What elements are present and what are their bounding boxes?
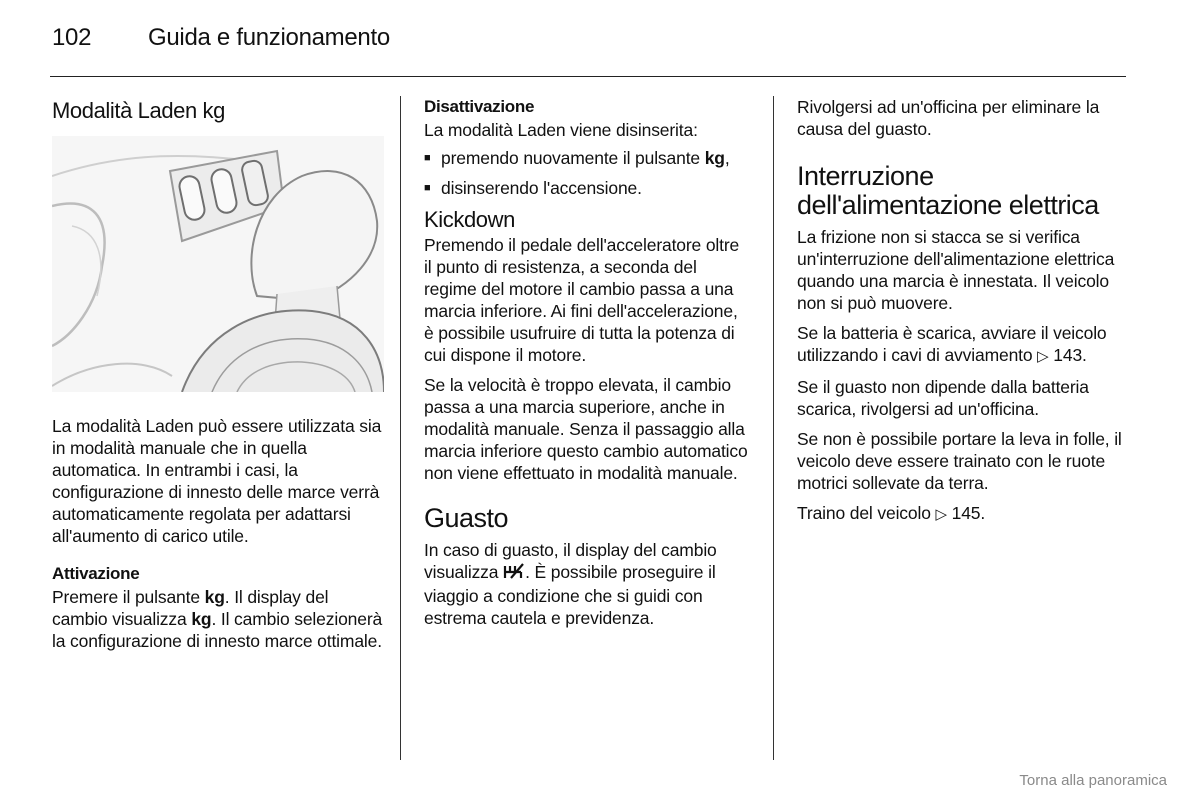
interruption-heading: Interruzione dell'alimentazione elettrica bbox=[797, 161, 1099, 220]
column-1 bbox=[52, 96, 384, 660]
gear-lever-illustration bbox=[52, 136, 384, 392]
list-item: ■ disinserendo l'accensione. bbox=[424, 177, 750, 199]
transmission-fault-icon bbox=[503, 562, 525, 585]
kickdown-heading: Kickdown bbox=[424, 207, 515, 232]
workshop-text: Rivolgersi ad un'officina per eliminare la causa del guasto. bbox=[797, 97, 1100, 139]
reference-link-145[interactable]: 145 bbox=[951, 503, 981, 523]
column-divider-2 bbox=[773, 96, 774, 760]
neutral-text: Se non è possibile portare la leva in folle, il veicolo deve essere trainato con le ruote motrici sollevate da terra. bbox=[797, 429, 1122, 493]
section-heading-laden: Modalità Laden kg bbox=[52, 98, 225, 123]
deactivation-heading: Disattivazione bbox=[424, 97, 535, 116]
reference-arrow-icon: ▷ bbox=[935, 506, 947, 523]
column-divider-1 bbox=[400, 96, 401, 760]
battery-text: Se la batteria è scarica, avviare il veicolo utilizzando i cavi di avviamento ▷ 143. bbox=[797, 323, 1107, 365]
laden-intro-text: La modalità Laden può essere utilizzata sia in modalità manuale che in quella automatica. In entrambi i casi, la configurazione di innesto delle marce verrà automaticamente regolata per adattarsi all'aumento di carico utile. bbox=[52, 416, 382, 546]
list-item: ■ premendo nuovamente il pulsante kg, bbox=[424, 147, 750, 169]
activation-text: Premere il pulsante kg. Il display del cambio visualizza kg. Il cambio selezionerà la configurazione di innesto marce ottimale. bbox=[52, 587, 383, 651]
kickdown-text-1: Premendo il pedale dell'acceleratore oltre il punto di resistenza, a seconda del regime del motore il cambio passa a una marcia inferiore. Ai fini dell'accelerazione, è possibile usufruire di tutta la potenza di cui dispone il motore. bbox=[424, 235, 740, 365]
guasto-text: In caso di guasto, il display del cambio visualizza . È possibile proseguire il viaggio a condizione che si guidi con estrema cautela e previdenza. bbox=[424, 540, 717, 628]
deactivation-list bbox=[424, 147, 750, 199]
deactivation-intro: La modalità Laden viene disinserita: bbox=[424, 120, 698, 140]
header-rule bbox=[50, 76, 1126, 77]
clutch-text: La frizione non si stacca se si verifica un'interruzione dell'alimentazione elettrica quando una marcia è innestata. Il veicolo non si può muovere. bbox=[797, 227, 1115, 313]
reference-arrow-icon: ▷ bbox=[1037, 348, 1049, 365]
page-number: 102 bbox=[52, 24, 92, 51]
page-header bbox=[52, 24, 390, 52]
kickdown-text-2: Se la velocità è troppo elevata, il cambio passa a una marcia superiore, anche in modalità manuale. Senza il passaggio alla marcia inferiore questo cambio automatico non viene effettuato in modalità manuale. bbox=[424, 375, 748, 483]
reference-link-143[interactable]: 143 bbox=[1053, 345, 1083, 365]
fault-workshop-text: Se il guasto non dipende dalla batteria scarica, rivolgersi ad un'officina. bbox=[797, 377, 1089, 419]
activation-heading: Attivazione bbox=[52, 564, 140, 583]
column-3 bbox=[797, 96, 1127, 534]
towing-text: Traino del veicolo ▷ 145. bbox=[797, 503, 986, 523]
page-title: Guida e funzionamento bbox=[148, 24, 390, 51]
guasto-heading: Guasto bbox=[424, 503, 509, 533]
back-to-overview-link[interactable]: Torna alla panoramica bbox=[1019, 772, 1167, 789]
column-2 bbox=[424, 96, 750, 637]
